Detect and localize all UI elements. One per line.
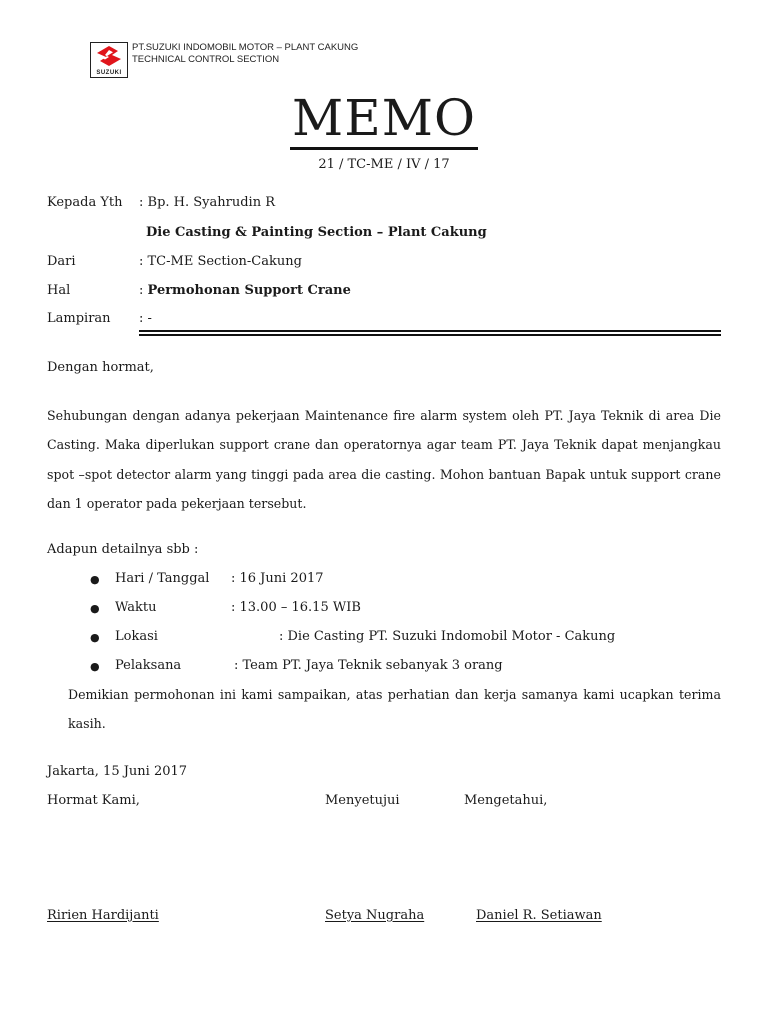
header-divider bbox=[139, 330, 721, 332]
header-divider-secondary bbox=[139, 334, 721, 336]
detail-value-location: : Die Casting PT. Suzuki Indomobil Motor - Cakung bbox=[279, 629, 616, 644]
from-value: : TC-ME Section-Cakung bbox=[139, 254, 302, 269]
memo-reference: 21 / TC-ME / IV / 17 bbox=[318, 157, 450, 172]
company-section: TECHNICAL CONTROL SECTION bbox=[132, 54, 280, 65]
logo-wordmark: SUZUKI bbox=[96, 70, 122, 76]
to-department: Die Casting & Painting Section – Plant Cakung bbox=[146, 225, 487, 240]
detail-label-time: Waktu bbox=[115, 600, 157, 615]
to-value: : Bp. H. Syahrudin R bbox=[139, 195, 275, 210]
company-header bbox=[132, 42, 358, 66]
attachment-value: : - bbox=[139, 311, 152, 326]
details-intro: Adapun detailnya sbb : bbox=[47, 542, 199, 557]
detail-value-time: : 13.00 – 16.15 WIB bbox=[231, 600, 361, 615]
detail-label-location: Lokasi bbox=[115, 629, 158, 644]
body-paragraph: Sehubungan dengan adanya pekerjaan Maintenance fire alarm system oleh PT. Jaya Teknik di area Die Casting. Maka diperlukan support crane dan operatornya agar team PT. Jaya Teknik dapat menjangkau spot –spot detector alarm yang tinggi pada area die casting. Mohon bantuan Bapak untuk support crane dan 1 operator pada pekerjaan tersebut. bbox=[47, 408, 721, 511]
bullet-icon: ● bbox=[90, 573, 100, 586]
subject-value: Permohonan Support Crane bbox=[147, 283, 351, 298]
place-date: Jakarta, 15 Juni 2017 bbox=[47, 764, 188, 779]
bullet-icon: ● bbox=[90, 660, 100, 673]
approver-name: Setya Nugraha bbox=[325, 908, 425, 923]
detail-value-date: : 16 Juni 2017 bbox=[231, 571, 324, 586]
subject-label: Hal bbox=[47, 283, 71, 298]
acknowledger-name: Daniel R. Setiawan bbox=[476, 908, 602, 923]
to-label: Kepada Yth bbox=[47, 195, 123, 210]
from-label: Dari bbox=[47, 254, 76, 269]
bullet-icon: ● bbox=[90, 602, 100, 615]
attachment-label: Lampiran bbox=[47, 311, 111, 326]
closing-paragraph: Demikian permohonan ini kami sampaikan, atas perhatian dan kerja samanya kami ucapkan terima kasih. bbox=[68, 687, 721, 731]
greeting: Dengan hormat, bbox=[47, 360, 154, 375]
company-name: PT.SUZUKI INDOMOBIL MOTOR – PLANT CAKUNG bbox=[132, 42, 359, 53]
approver-label: Menyetujui bbox=[325, 793, 400, 808]
acknowledger-label: Mengetahui, bbox=[464, 793, 548, 808]
detail-value-executor: : Team PT. Jaya Teknik sebanyak 3 orang bbox=[234, 658, 503, 673]
sender-label: Hormat Kami, bbox=[47, 793, 140, 808]
sender-name: Ririen Hardijanti bbox=[47, 908, 159, 923]
suzuki-logo bbox=[90, 42, 128, 78]
bullet-icon: ● bbox=[90, 631, 100, 644]
detail-label-executor: Pelaksana bbox=[115, 658, 182, 673]
memo-title: MEMO bbox=[0, 86, 768, 150]
detail-label-date: Hari / Tanggal bbox=[115, 571, 210, 586]
subject-field: : Permohonan Support Crane bbox=[139, 283, 351, 298]
suzuki-s-icon bbox=[95, 45, 123, 67]
